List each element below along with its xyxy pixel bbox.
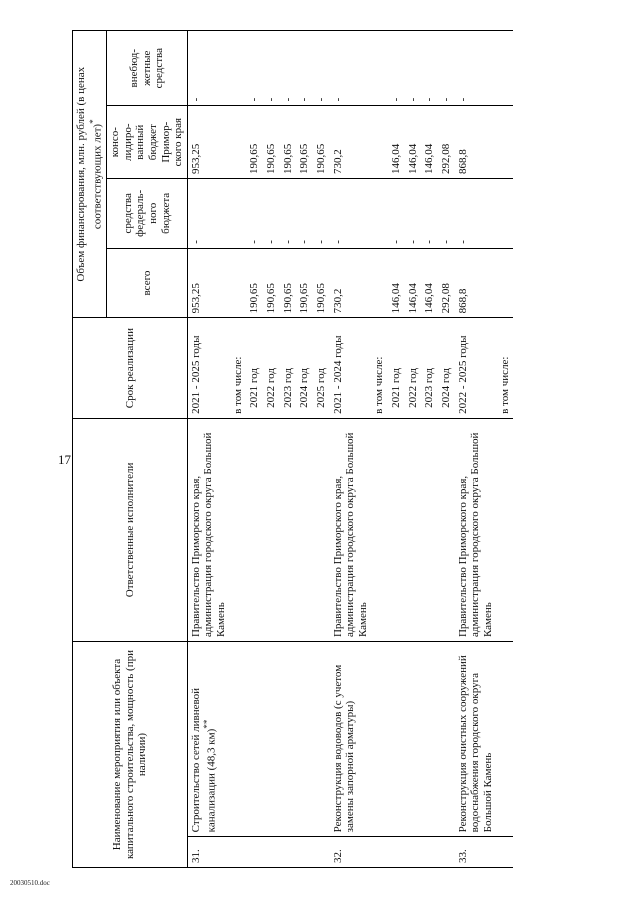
- row-number: [371, 837, 388, 868]
- row-name: [421, 642, 438, 837]
- row-number: [263, 837, 280, 868]
- row-number: [497, 837, 514, 868]
- table-subrow: [230, 31, 247, 868]
- row-regional: 190,65: [280, 106, 297, 179]
- row-federal: -: [296, 178, 313, 248]
- header-executors: Ответственные исполнители: [73, 418, 188, 641]
- header-term: Срок реализации: [73, 318, 188, 418]
- row-number: [296, 837, 313, 868]
- file-name: 20030510.doc: [10, 879, 50, 887]
- row-extrabudget: [371, 31, 388, 106]
- table-subrow: [405, 31, 422, 868]
- row-federal: [371, 178, 388, 248]
- row-number: 32.: [330, 837, 372, 868]
- row-total: [371, 248, 388, 318]
- row-name: [187, 642, 229, 837]
- row-regional: [497, 106, 514, 179]
- row-regional: 190,65: [246, 106, 263, 179]
- row-term: 2023 год: [421, 318, 438, 418]
- row-executors: Правительство Приморского края, администрация городского округа Большой Камень: [187, 418, 229, 641]
- row-federal: -: [421, 178, 438, 248]
- table-subrow: [497, 31, 514, 868]
- table-subrow: [438, 31, 455, 868]
- row-executors: [313, 418, 330, 641]
- row-extrabudget: -: [455, 31, 497, 106]
- row-term: 2021 - 2024 годы: [330, 318, 372, 418]
- row-name: Реконструкция водоводов (с учетом замены запорной арматуры): [330, 642, 372, 837]
- row-federal: [230, 178, 247, 248]
- row-extrabudget: -: [187, 31, 229, 106]
- row-number: 33.: [455, 837, 497, 868]
- row-executors: [405, 418, 422, 641]
- row-executors: [230, 418, 247, 641]
- row-total: 190,65: [246, 248, 263, 318]
- row-number: [405, 837, 422, 868]
- row-total: 953,25: [187, 248, 229, 318]
- row-extrabudget: -: [280, 31, 297, 106]
- row-number: 31.: [187, 837, 229, 868]
- row-term: 2022 - 2025 годы: [455, 318, 497, 418]
- row-extrabudget: -: [438, 31, 455, 106]
- row-regional: [371, 106, 388, 179]
- row-executors: [438, 418, 455, 641]
- row-extrabudget: -: [330, 31, 372, 106]
- row-name: [438, 642, 455, 837]
- row-number: [230, 837, 247, 868]
- row-name: [371, 642, 388, 837]
- table-subrow: [296, 31, 313, 868]
- table-subrow: [263, 31, 280, 868]
- row-regional: [230, 106, 247, 179]
- row-regional: 190,65: [263, 106, 280, 179]
- row-extrabudget: -: [388, 31, 405, 106]
- row-name: [296, 642, 313, 837]
- row-executors: [497, 418, 514, 641]
- row-name-text: Строительство сетей ливневой канализации (48,3 км): [189, 687, 219, 833]
- header-federal: средства федераль-ного бюджета: [106, 178, 187, 248]
- row-regional: 730,2: [330, 106, 372, 179]
- row-name: [497, 642, 514, 837]
- header-financing-label: Объем финансирования, млн. рублей (в ценах соответствующих лет): [75, 66, 104, 282]
- row-executors: Правительство Приморского края, администрация городского округа Большой Камень: [330, 418, 372, 641]
- row-name: [313, 642, 330, 837]
- row-federal: -: [313, 178, 330, 248]
- row-extrabudget: -: [263, 31, 280, 106]
- row-term: 2024 год: [296, 318, 313, 418]
- row-number: [421, 837, 438, 868]
- row-extrabudget: [230, 31, 247, 106]
- financing-table: [72, 30, 513, 868]
- table-subrow: [371, 31, 388, 868]
- table-subrow: [313, 31, 330, 868]
- row-executors: [388, 418, 405, 641]
- header-regional: консо-лидиро-ванный бюджет Примор-ского края: [106, 106, 187, 179]
- row-federal: -: [246, 178, 263, 248]
- row-federal: -: [330, 178, 372, 248]
- table-row: [187, 31, 229, 868]
- page-number: 17: [58, 452, 71, 467]
- row-federal: [497, 178, 514, 248]
- row-name: [230, 642, 247, 837]
- row-extrabudget: -: [421, 31, 438, 106]
- rotated-table-sheet: [72, 30, 607, 868]
- row-regional: 190,65: [296, 106, 313, 179]
- table-body: [187, 31, 513, 868]
- row-extrabudget: [497, 31, 514, 106]
- row-total: 146,04: [388, 248, 405, 318]
- row-executors: [280, 418, 297, 641]
- row-regional: 146,04: [421, 106, 438, 179]
- row-total: 190,65: [313, 248, 330, 318]
- row-term: 2023 год: [280, 318, 297, 418]
- row-federal: -: [438, 178, 455, 248]
- row-executors: [371, 418, 388, 641]
- row-extrabudget: -: [246, 31, 263, 106]
- row-executors: [296, 418, 313, 641]
- row-regional: 953,25: [187, 106, 229, 179]
- header-name: Наименование мероприятия или объекта капитального строительства, мощность (при наличии): [73, 642, 188, 868]
- row-total: 146,04: [405, 248, 422, 318]
- row-term: в том числе:: [371, 318, 388, 418]
- row-name-note: **: [202, 719, 213, 729]
- table-subrow: [246, 31, 263, 868]
- row-total: 146,04: [421, 248, 438, 318]
- table-row: [330, 31, 372, 868]
- table-row: [455, 31, 497, 868]
- row-number: [388, 837, 405, 868]
- row-total: 868,8: [455, 248, 497, 318]
- row-term: в том числе:: [497, 318, 514, 418]
- row-total: 292,08: [438, 248, 455, 318]
- row-name: Реконструкция очистных сооружений водоснабжения городского округа Большой Камень: [455, 642, 497, 837]
- table-subrow: [421, 31, 438, 868]
- row-total: 190,65: [296, 248, 313, 318]
- row-regional: 190,65: [313, 106, 330, 179]
- row-executors: [263, 418, 280, 641]
- row-federal: -: [405, 178, 422, 248]
- header-extrabudget: внебюд-жетные средства: [106, 31, 187, 106]
- row-executors: [421, 418, 438, 641]
- row-term: 2025 год: [313, 318, 330, 418]
- row-name: [388, 642, 405, 837]
- row-executors: [246, 418, 263, 641]
- row-regional: 146,04: [388, 106, 405, 179]
- row-number: [438, 837, 455, 868]
- row-executors: Правительство Приморского края, администрация городского округа Большой Камень: [455, 418, 497, 641]
- row-name: [246, 642, 263, 837]
- header-total: всего: [106, 248, 187, 318]
- header-financing: [73, 31, 107, 318]
- row-federal: -: [388, 178, 405, 248]
- row-term: 2021 - 2025 годы: [187, 318, 229, 418]
- row-total: [230, 248, 247, 318]
- row-federal: -: [280, 178, 297, 248]
- row-total: [497, 248, 514, 318]
- row-extrabudget: -: [296, 31, 313, 106]
- row-regional: 292,08: [438, 106, 455, 179]
- row-number: [313, 837, 330, 868]
- row-term: 2022 год: [405, 318, 422, 418]
- row-federal: -: [455, 178, 497, 248]
- row-name: [263, 642, 280, 837]
- row-total: 190,65: [280, 248, 297, 318]
- row-name: [405, 642, 422, 837]
- table-subrow: [280, 31, 297, 868]
- row-number: [246, 837, 263, 868]
- row-extrabudget: -: [313, 31, 330, 106]
- row-regional: 146,04: [405, 106, 422, 179]
- row-number: [280, 837, 297, 868]
- row-extrabudget: -: [405, 31, 422, 106]
- row-term: 2021 год: [388, 318, 405, 418]
- row-total: 730,2: [330, 248, 372, 318]
- table-subrow: [388, 31, 405, 868]
- row-term: 2024 год: [438, 318, 455, 418]
- row-term: 2022 год: [263, 318, 280, 418]
- row-federal: -: [187, 178, 229, 248]
- row-name: [280, 642, 297, 837]
- row-regional: 868,8: [455, 106, 497, 179]
- row-total: 190,65: [263, 248, 280, 318]
- row-federal: -: [263, 178, 280, 248]
- row-term: 2021 год: [246, 318, 263, 418]
- header-financing-note: *: [87, 119, 98, 124]
- row-term: в том числе:: [230, 318, 247, 418]
